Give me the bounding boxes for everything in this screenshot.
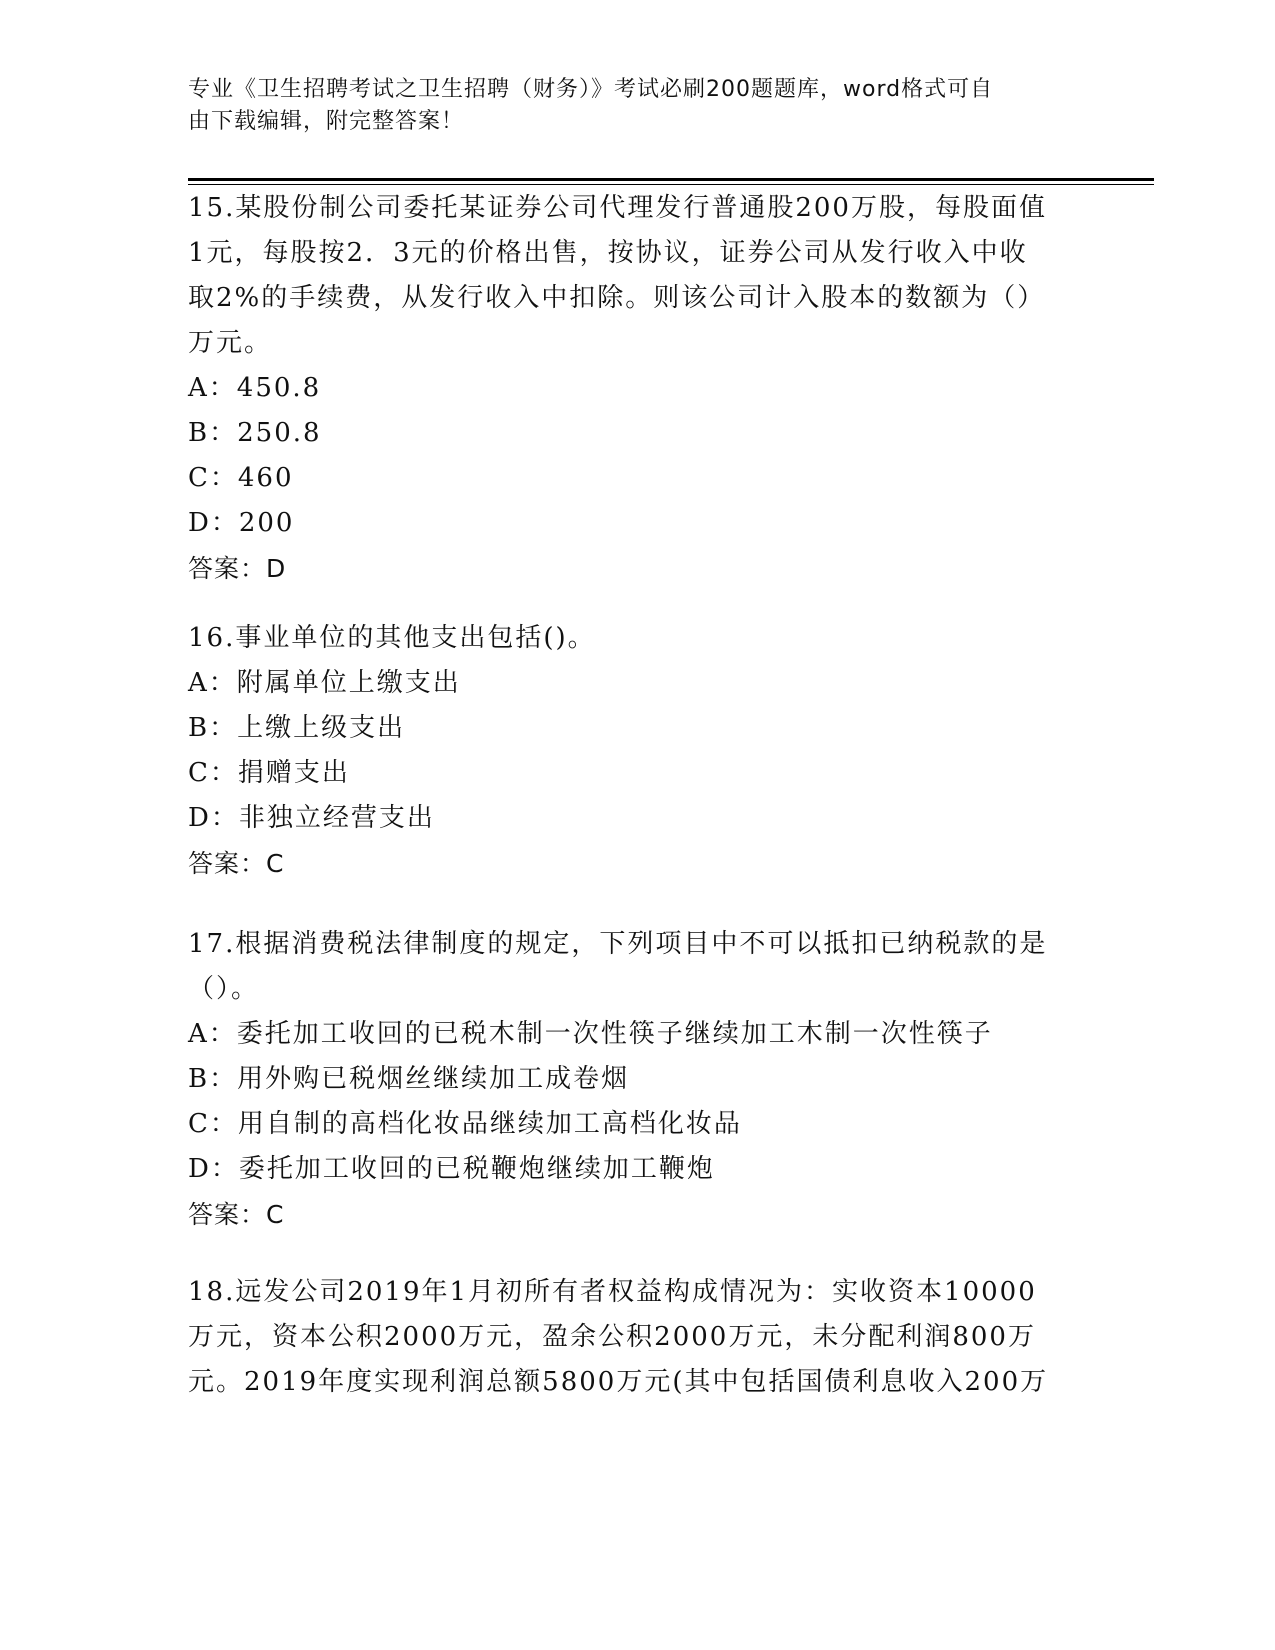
- question-stem-line: 16.事业单位的其他支出包括()。: [188, 623, 596, 653]
- question-18: [188, 1270, 1068, 1405]
- answer: 答案：D: [188, 554, 287, 583]
- option-c: C：捐赠支出: [188, 758, 350, 788]
- question-stem-line: 17.根据消费税法律制度的规定，下列项目中不可以抵扣已纳税款的是: [188, 929, 1048, 959]
- option-b: B：上缴上级支出: [188, 713, 406, 743]
- option-d: D：200: [188, 508, 295, 538]
- header-line-1: 专业《卫生招聘考试之卫生招聘（财务）》考试必刷200题题库，word格式可自: [188, 77, 994, 102]
- option-b: B：250.8: [188, 418, 322, 448]
- question-stem-line: 万元，资本公积2000万元，盈余公积2000万元，未分配利润800万: [188, 1322, 1036, 1352]
- option-d: D：非独立经营支出: [188, 803, 435, 833]
- question-stem-line: 取2%的手续费，从发行收入中扣除。则该公司计入股本的数额为（）: [188, 283, 1046, 313]
- question-15: [188, 186, 1068, 591]
- document-header: [188, 74, 1068, 138]
- header-line-2: 由下载编辑，附完整答案！: [188, 109, 465, 134]
- header-divider-thick: [188, 178, 1154, 181]
- question-16: [188, 616, 1068, 886]
- option-c: C：460: [188, 463, 294, 493]
- option-a: A：450.8: [188, 373, 322, 403]
- answer: 答案：C: [188, 1200, 285, 1229]
- question-stem-line: 18.远发公司2019年1月初所有者权益构成情况为：实收资本10000: [188, 1277, 1037, 1307]
- option-d: D：委托加工收回的已税鞭炮继续加工鞭炮: [188, 1154, 715, 1184]
- question-stem-line: 15.某股份制公司委托某证券公司代理发行普通股200万股，每股面值: [188, 193, 1047, 223]
- answer: 答案：C: [188, 849, 285, 878]
- question-17: [188, 922, 1068, 1237]
- option-a: A：委托加工收回的已税木制一次性筷子继续加工木制一次性筷子: [188, 1019, 993, 1049]
- option-b: B：用外购已税烟丝继续加工成卷烟: [188, 1064, 630, 1094]
- question-stem-line: 元。2019年度实现利润总额5800万元(其中包括国债利息收入200万: [188, 1367, 1049, 1397]
- option-a: A：附属单位上缴支出: [188, 668, 461, 698]
- question-stem-line: 万元。: [188, 328, 273, 358]
- option-c: C：用自制的高档化妆品继续加工高档化妆品: [188, 1109, 742, 1139]
- question-stem-line: （）。: [188, 974, 260, 1004]
- question-stem-line: 1元，每股按2．3元的价格出售，按协议，证券公司从发行收入中收: [188, 238, 1028, 268]
- header-divider-thin: [188, 184, 1154, 185]
